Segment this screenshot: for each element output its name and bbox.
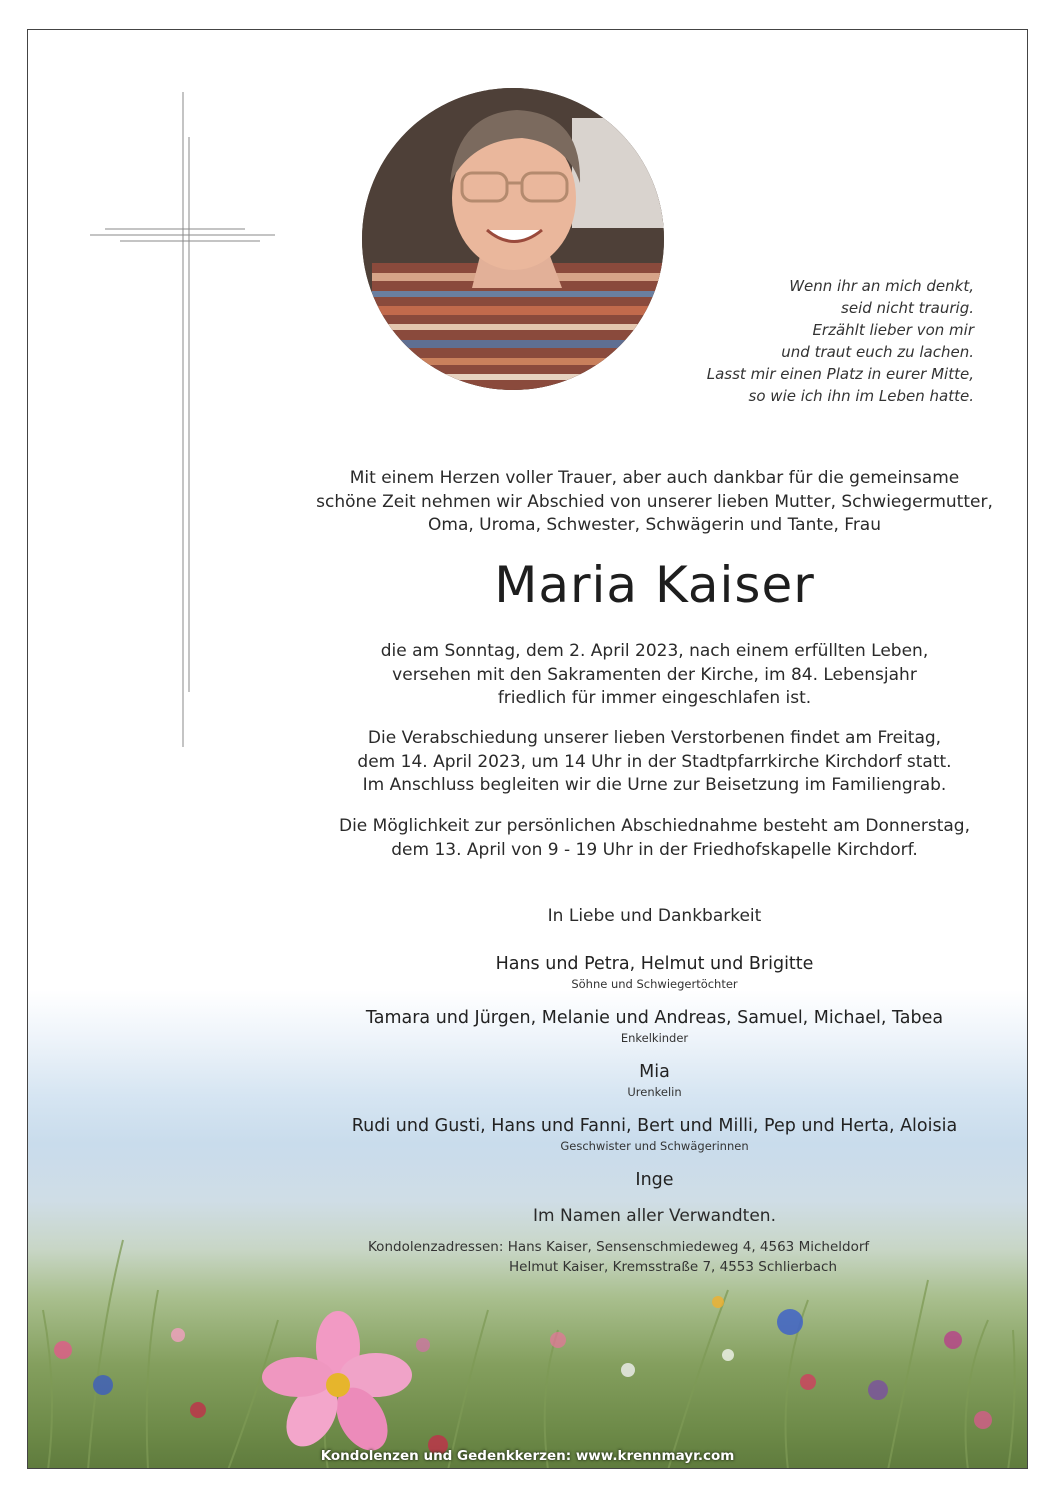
paragraph-line: dem 14. April 2023, um 14 Uhr in der Stadtpfarrkirche Kirchdorf statt. bbox=[357, 751, 952, 772]
closing-line: In Liebe und Dankbarkeit bbox=[547, 906, 762, 926]
memorial-poem bbox=[594, 275, 974, 407]
family-names: Hans und Petra, Helmut und Brigitte bbox=[495, 954, 814, 974]
poem-line: Erzählt lieber von mir bbox=[812, 321, 974, 339]
obituary-card bbox=[27, 29, 1028, 1469]
footer-link[interactable]: Kondolenzen und Gedenkkerzen: www.krennmayr.com bbox=[320, 1448, 735, 1464]
poem-line: so wie ich ihn im Leben hatte. bbox=[748, 387, 974, 405]
paragraph-line: dem 13. April von 9 - 19 Uhr in der Friedhofskapelle Kirchdorf. bbox=[391, 839, 918, 860]
poem-line: seid nicht traurig. bbox=[841, 299, 974, 317]
condolence-addresses bbox=[368, 1237, 869, 1277]
poem-line: Lasst mir einen Platz in eurer Mitte, bbox=[706, 365, 974, 383]
family-names: Mia bbox=[639, 1062, 670, 1082]
intro-text bbox=[28, 467, 1027, 538]
family-group bbox=[28, 1170, 1027, 1190]
intro-line: Oma, Uroma, Schwester, Schwägerin und Tante, Frau bbox=[428, 515, 881, 535]
intro-line: Mit einem Herzen voller Trauer, aber auch dankbar für die gemeinsame bbox=[349, 468, 960, 488]
poem-line: Wenn ihr an mich denkt, bbox=[789, 277, 974, 295]
farewell-ceremony-paragraph bbox=[28, 727, 1027, 798]
family-group bbox=[28, 954, 1027, 991]
paragraph-line: Im Anschluss begleiten wir die Urne zur Beisetzung im Familiengrab. bbox=[362, 775, 947, 795]
condolence-label: Kondolenzadressen: bbox=[368, 1239, 504, 1255]
paragraph-line: die am Sonntag, dem 2. April 2023, nach einem erfüllten Leben, bbox=[380, 641, 929, 661]
paragraph-line: versehen mit den Sakramenten der Kirche, im 84. Lebensjahr bbox=[392, 664, 917, 685]
paragraph-line: friedlich für immer eingeschlafen ist. bbox=[497, 688, 812, 708]
family-role: Enkelkinder bbox=[620, 1031, 689, 1045]
death-notice-paragraph bbox=[28, 640, 1027, 711]
viewing-paragraph bbox=[28, 815, 1027, 862]
family-names: Inge bbox=[635, 1170, 674, 1190]
intro-line: schöne Zeit nehmen wir Abschied von unserer lieben Mutter, Schwiegermutter, bbox=[316, 491, 993, 512]
family-role: Söhne und Schwiegertöchter bbox=[571, 977, 738, 991]
family-names: Rudi und Gusti, Hans und Fanni, Bert und Milli, Pep und Herta, Aloisia bbox=[351, 1116, 958, 1136]
relatives-line: Im Namen aller Verwandten. bbox=[533, 1206, 776, 1226]
family-names: Tamara und Jürgen, Melanie und Andreas, Samuel, Michael, Tabea bbox=[365, 1008, 944, 1028]
family-group bbox=[28, 1062, 1027, 1099]
family-role: Geschwister und Schwägerinnen bbox=[560, 1139, 749, 1153]
poem-line: und traut euch zu lachen. bbox=[781, 343, 974, 361]
paragraph-line: Die Möglichkeit zur persönlichen Abschiednahme besteht am Donnerstag, bbox=[338, 816, 970, 836]
family-group bbox=[28, 1008, 1027, 1045]
deceased-name: Maria Kaiser bbox=[494, 556, 815, 614]
paragraph-line: Die Verabschiedung unserer lieben Verstorbenen findet am Freitag, bbox=[367, 728, 942, 748]
condolence-address: Helmut Kaiser, Kremsstraße 7, 4553 Schlierbach bbox=[509, 1259, 838, 1275]
family-role: Urenkelin bbox=[627, 1085, 682, 1099]
condolence-address: Hans Kaiser, Sensenschmiedeweg 4, 4563 Micheldorf bbox=[507, 1239, 870, 1255]
family-group bbox=[28, 1116, 1027, 1153]
